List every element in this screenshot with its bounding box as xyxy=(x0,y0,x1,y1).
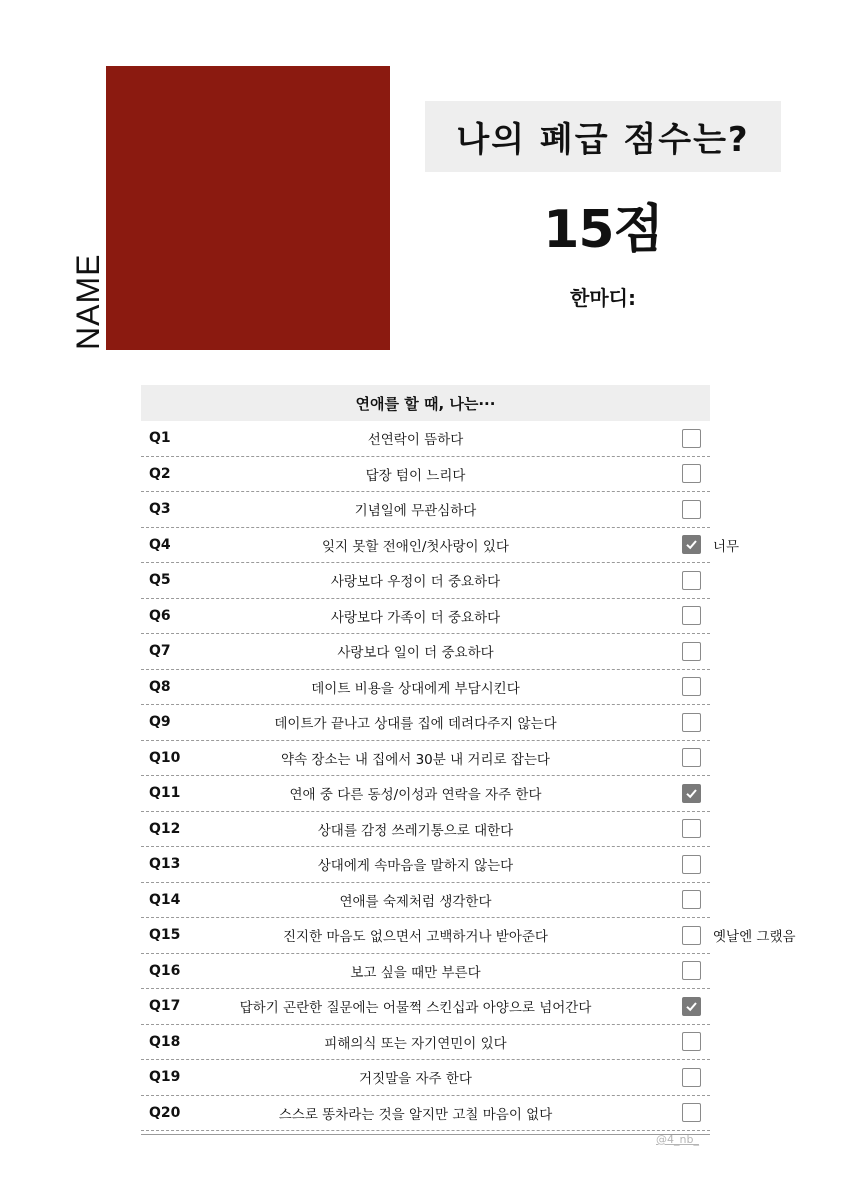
checkbox[interactable] xyxy=(682,571,701,590)
question-text: 사랑보다 일이 더 중요하다 xyxy=(337,645,494,662)
question-number: Q4 xyxy=(149,536,171,553)
table-row xyxy=(141,634,710,670)
checklist-rows xyxy=(141,421,796,1131)
checkmark-icon xyxy=(685,787,698,800)
checkbox[interactable] xyxy=(682,606,701,625)
table-row xyxy=(141,421,710,457)
table-bottom-rule xyxy=(141,1134,710,1135)
table-row xyxy=(141,457,710,493)
question-text: 약속 장소는 내 집에서 30분 내 거리로 잡는다 xyxy=(281,751,550,768)
question-text: 답장 텀이 느리다 xyxy=(365,467,466,484)
checkbox[interactable] xyxy=(682,1103,701,1122)
question-number: Q12 xyxy=(149,820,181,837)
checkbox[interactable] xyxy=(682,500,701,519)
question-number: Q15 xyxy=(149,927,181,944)
table-row xyxy=(141,776,710,812)
question-number: Q20 xyxy=(149,1104,181,1121)
checkbox[interactable] xyxy=(682,535,701,554)
question-number: Q9 xyxy=(149,714,171,731)
table-row xyxy=(141,670,710,706)
question-number: Q1 xyxy=(149,430,171,447)
question-text: 사랑보다 가족이 더 중요하다 xyxy=(330,609,501,626)
question-number: Q16 xyxy=(149,962,181,979)
question-text: 상대에게 속마음을 말하지 않는다 xyxy=(317,858,514,875)
table-row xyxy=(141,1096,710,1132)
checkmark-icon xyxy=(685,538,698,551)
table-row xyxy=(141,812,710,848)
checkbox[interactable] xyxy=(682,855,701,874)
question-number: Q19 xyxy=(149,1069,181,1086)
checkbox[interactable] xyxy=(682,926,701,945)
question-text: 상대를 감정 쓰레기통으로 대한다 xyxy=(317,822,514,839)
question-text: 데이트 비용을 상대에게 부담시킨다 xyxy=(311,680,520,697)
checkbox[interactable] xyxy=(682,429,701,448)
score-value: 15점 xyxy=(543,200,663,260)
question-number: Q6 xyxy=(149,607,171,624)
checkbox[interactable] xyxy=(682,748,701,767)
question-text: 연애를 숙제처럼 생각한다 xyxy=(339,893,492,910)
checkbox[interactable] xyxy=(682,464,701,483)
table-row xyxy=(141,599,710,635)
table-row xyxy=(141,989,710,1025)
credit-handle: @4_nb_ xyxy=(656,1133,699,1146)
question-text: 선연락이 뜸하다 xyxy=(367,432,464,449)
table-row xyxy=(141,954,710,990)
question-number: Q18 xyxy=(149,1033,181,1050)
profile-photo-placeholder xyxy=(106,66,390,350)
table-row xyxy=(141,918,796,954)
checkmark-icon xyxy=(685,1000,698,1013)
checklist-table xyxy=(141,385,796,1135)
checkbox[interactable] xyxy=(682,819,701,838)
question-text: 진지한 마음도 없으면서 고백하거나 받아준다 xyxy=(283,929,548,946)
checkbox[interactable] xyxy=(682,713,701,732)
handwritten-note: 너무 xyxy=(713,538,740,555)
question-text: 잊지 못할 전애인/첫사랑이 있다 xyxy=(322,538,509,555)
page-title: 나의 폐급 점수는? xyxy=(456,120,750,160)
handwritten-note: 옛날엔 그랬음 xyxy=(713,929,796,946)
table-row xyxy=(141,528,740,564)
question-text: 연애 중 다른 동성/이성과 연락을 자주 한다 xyxy=(289,787,542,804)
question-text: 기념일에 무관심하다 xyxy=(354,503,477,520)
question-number: Q14 xyxy=(149,891,181,908)
table-row xyxy=(141,1060,710,1096)
checkbox[interactable] xyxy=(682,784,701,803)
name-label: NAME xyxy=(70,253,106,350)
checkbox[interactable] xyxy=(682,677,701,696)
question-number: Q2 xyxy=(149,465,171,482)
question-text: 보고 싶을 때만 부른다 xyxy=(350,964,481,981)
question-text: 스스로 똥차라는 것을 알지만 고칠 마음이 없다 xyxy=(278,1106,553,1123)
question-text: 거짓말을 자주 한다 xyxy=(359,1071,472,1088)
table-heading: 연애를 할 때, 나는··· xyxy=(141,385,710,421)
checkbox[interactable] xyxy=(682,961,701,980)
table-row xyxy=(141,741,710,777)
table-row xyxy=(141,1025,710,1061)
question-number: Q8 xyxy=(149,678,171,695)
question-number: Q7 xyxy=(149,643,171,660)
table-row xyxy=(141,492,710,528)
checkbox[interactable] xyxy=(682,1032,701,1051)
question-number: Q17 xyxy=(149,998,181,1015)
question-text: 피해의식 또는 자기연민이 있다 xyxy=(324,1035,507,1052)
question-number: Q10 xyxy=(149,749,181,766)
question-number: Q3 xyxy=(149,501,171,518)
table-row xyxy=(141,883,710,919)
question-text: 답하기 곤란한 질문에는 어물쩍 스킨십과 아양으로 넘어간다 xyxy=(239,1000,592,1017)
question-number: Q11 xyxy=(149,785,181,802)
table-row xyxy=(141,563,710,599)
title-box xyxy=(425,101,781,172)
checkbox[interactable] xyxy=(682,890,701,909)
table-row xyxy=(141,847,710,883)
comment-label: 한마디: xyxy=(570,286,636,310)
checkbox[interactable] xyxy=(682,1068,701,1087)
checkbox[interactable] xyxy=(682,642,701,661)
question-number: Q13 xyxy=(149,856,181,873)
question-text: 데이트가 끝나고 상대를 집에 데려다주지 않는다 xyxy=(274,716,557,733)
table-row xyxy=(141,705,710,741)
checkbox[interactable] xyxy=(682,997,701,1016)
question-text: 사랑보다 우정이 더 중요하다 xyxy=(330,574,501,591)
question-number: Q5 xyxy=(149,572,171,589)
